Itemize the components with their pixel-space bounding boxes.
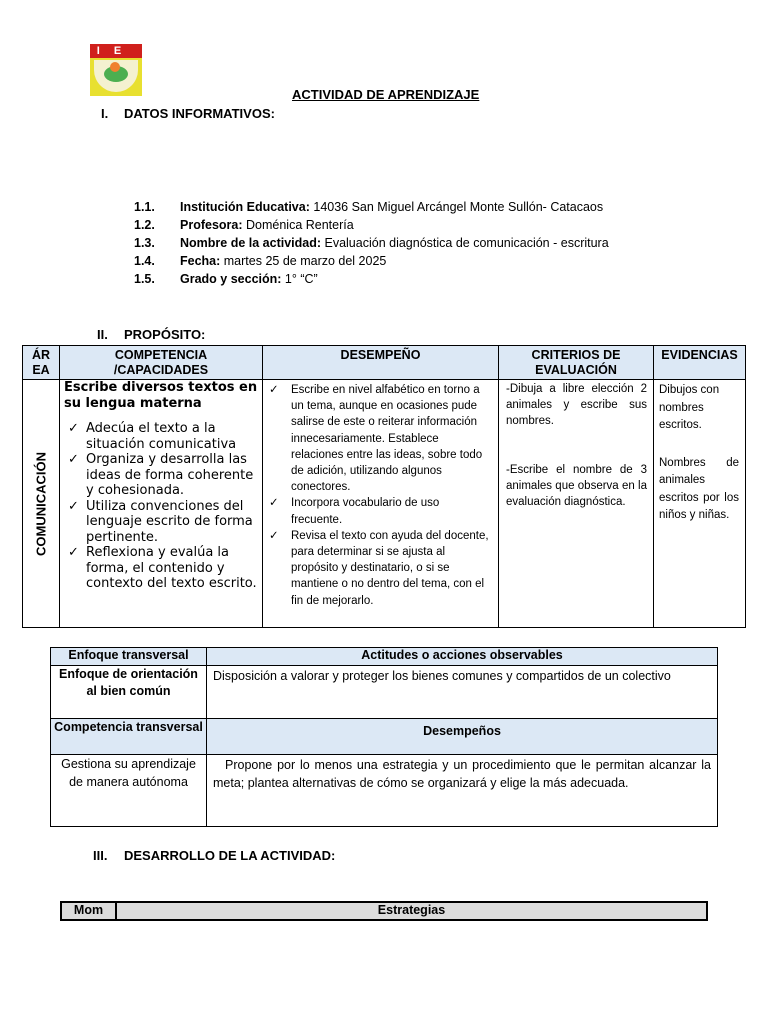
header-competencia-transversal: Competencia transversal	[51, 719, 207, 755]
header-estrategias: Estrategias	[116, 902, 707, 920]
info-label: Fecha:	[180, 254, 221, 268]
desempenos-list	[265, 382, 490, 609]
desempeno-transversal-cell: Propone por lo menos una estrategia y un procedimiento que le permitan alcanzar la meta; plantea alternativas de cómo se organizará y elige la más adecuada.	[207, 755, 718, 827]
transversal-table	[50, 647, 718, 827]
evidencias-cell	[654, 380, 746, 628]
competencia-transversal-cell: Gestiona su aprendizaje de manera autónoma	[51, 755, 207, 827]
info-value: Doménica Rentería	[242, 218, 354, 232]
info-value: 1° “C”	[281, 272, 318, 286]
area-cell	[23, 380, 60, 628]
list-item: ✓ Utiliza convenciones del lenguaje escrito de forma pertinente.	[64, 499, 258, 546]
section-2-title: PROPÓSITO:	[124, 327, 206, 342]
desempeno-cell	[263, 380, 499, 628]
development-table	[60, 901, 708, 921]
header-actitudes: Actitudes o acciones observables	[207, 648, 718, 666]
section-2-number: II.	[97, 327, 108, 342]
info-number: 1.5.	[134, 272, 155, 286]
info-label: Nombre de la actividad:	[180, 236, 322, 250]
list-item: ✓ Adecúa el texto a la situación comunicativa	[64, 421, 258, 452]
logo-banner: IE	[90, 44, 142, 58]
info-number: 1.3.	[134, 236, 155, 250]
header-enfoque: Enfoque transversal	[51, 648, 207, 666]
info-label: Profesora:	[180, 218, 243, 232]
section-3-title: DESARROLLO DE LA ACTIVIDAD:	[124, 848, 336, 863]
page-title: ACTIVIDAD DE APRENDIZAJE	[292, 87, 480, 102]
section-1-title: DATOS INFORMATIVOS:	[124, 106, 275, 121]
header-criterios: CRITERIOS DE EVALUACIÓN	[499, 346, 654, 380]
school-logo	[90, 44, 142, 96]
info-value: martes 25 de marzo del 2025	[220, 254, 387, 268]
area-label: COMUNICACIÓN	[33, 451, 49, 556]
criterio-item: -Escribe el nombre de 3 animales que observa en la evaluación diagnóstica.	[506, 463, 647, 509]
list-item: ✓ Organiza y desarrolla las ideas de forma coherente y cohesionada.	[64, 452, 258, 499]
purpose-table	[22, 345, 746, 628]
section-3-number: III.	[93, 848, 108, 863]
info-value: Evaluación diagnóstica de comunicación - escritura	[321, 236, 609, 250]
info-number: 1.4.	[134, 254, 155, 268]
header-competencia: COMPETENCIA /CAPACIDADES	[60, 346, 263, 380]
info-label: Grado y sección:	[180, 272, 282, 286]
competencia-title: Escribe diversos textos en su lengua materna	[64, 380, 258, 411]
criterio-item: -Dibuja a libre elección 2 animales y escribe sus nombres.	[506, 383, 647, 428]
list-item: ✓ Revisa el texto con ayuda del docente, para determinar si se ajusta al propósito y destinatario, o si se mantiene o no dentro del tema, con el fin de mejorarlo.	[265, 528, 490, 609]
logo-shield-icon	[94, 60, 138, 92]
evidencia-item: Dibujos con nombres escritos.	[659, 384, 720, 431]
info-number: 1.1.	[134, 200, 155, 214]
actitud-cell: Disposición a valorar y proteger los bienes comunes y compartidos de un colectivo	[207, 666, 718, 719]
header-evidencias: EVIDENCIAS	[654, 346, 746, 380]
list-item: ✓ Incorpora vocabulario de uso frecuente.	[265, 495, 490, 527]
header-desempenos: Desempeños	[207, 719, 718, 755]
header-desempeno: DESEMPEÑO	[263, 346, 499, 380]
evidencia-item: Nombres de animales escritos por los niños y niñas.	[659, 456, 739, 521]
section-1-number: I.	[101, 106, 109, 121]
list-item: ✓ Escribe en nivel alfabético en torno a un tema, aunque en ocasiones pude salirse de este o reiterar información innecesariamente. Establece relaciones entre las ideas, sobre todo de adición, utilizando algunos conectores.	[265, 382, 490, 495]
info-value: 14036 San Miguel Arcángel Monte Sullón- Catacaos	[309, 200, 604, 214]
competencia-cell	[60, 380, 263, 628]
header-area: ÁR EA	[23, 346, 60, 380]
list-item: ✓ Reflexiona y evalúa la forma, el contenido y contexto del texto escrito.	[64, 545, 258, 592]
enfoque-cell: Enfoque de orientación al bien común	[51, 666, 207, 719]
info-label: Institución Educativa:	[180, 200, 310, 214]
header-momento: Mom	[61, 902, 116, 920]
info-number: 1.2.	[134, 218, 155, 232]
capacidades-list	[64, 421, 258, 592]
criterios-cell	[499, 380, 654, 628]
